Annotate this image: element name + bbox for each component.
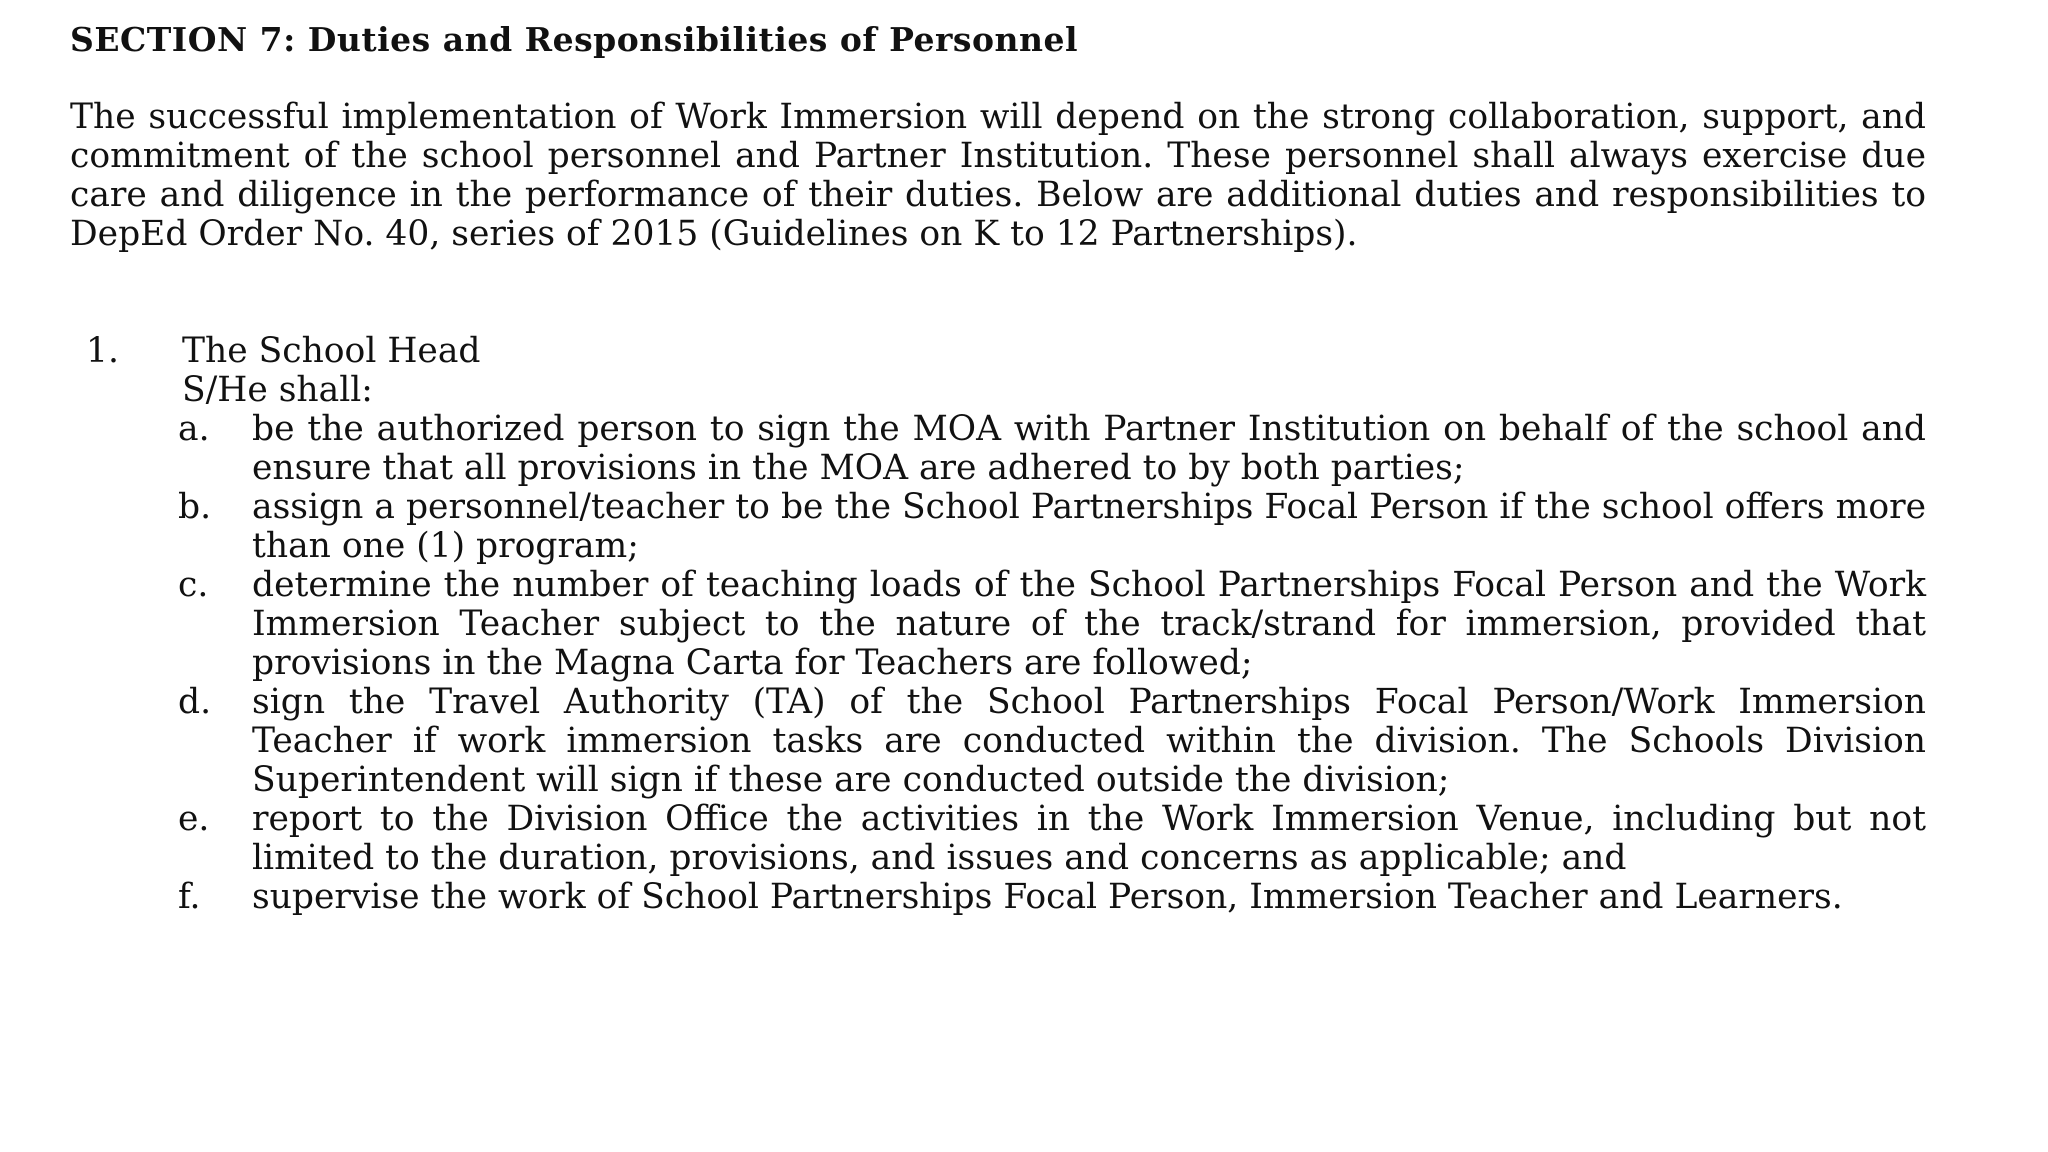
sub-item-letter: e.	[178, 799, 210, 839]
sub-item-text: sign the Travel Authority (TA) of the School Partnerships Focal Person/Work Immersion Teacher if work immersion tasks are conducted within the division. The Schools Division Superintendent will sign if these are conducted outside the division;	[252, 682, 1926, 800]
sub-item-e	[178, 800, 1926, 878]
sub-item-text: report to the Division Office the activities in the Work Immersion Venue, including but not limited to the duration, provisions, and issues and concerns as applicable; and	[252, 799, 1926, 878]
section-title: SECTION 7: Duties and Responsibilities of Personnel	[70, 20, 1078, 59]
sub-item-text: supervise the work of School Partnerships Focal Person, Immersion Teacher and Learners.	[252, 877, 1843, 917]
sub-item-text: determine the number of teaching loads of the School Partnerships Focal Person and the Work Immersion Teacher subject to the nature of the track/strand for immersion, provided that provisions in the Magna Carta for Teachers are followed;	[252, 565, 1926, 683]
sub-item-letter: f.	[178, 877, 201, 917]
sub-item-list	[178, 410, 1926, 917]
sub-item-a	[178, 410, 1926, 488]
sub-item-c	[178, 566, 1926, 683]
sub-item-letter: a.	[178, 409, 210, 449]
list-item-lead: S/He shall:	[182, 370, 373, 410]
sub-item-text: be the authorized person to sign the MOA with Partner Institution on behalf of the school and ensure that all provisions in the MOA are adhered to by both parties;	[252, 409, 1926, 488]
sub-item-letter: d.	[178, 682, 212, 722]
list-item-title: The School Head	[182, 331, 481, 371]
list-item-number: 1.	[86, 331, 119, 371]
sub-item-d	[178, 683, 1926, 800]
sub-item-b	[178, 488, 1926, 566]
sub-item-letter: c.	[178, 565, 209, 605]
sub-item-letter: b.	[178, 487, 212, 527]
sub-item-text: assign a personnel/teacher to be the School Partnerships Focal Person if the school offers more than one (1) program;	[252, 487, 1926, 566]
sub-item-f	[178, 878, 1926, 917]
intro-paragraph: The successful implementation of Work Immersion will depend on the strong collaboration, support, and commitment of the school personnel and Partner Institution. These personnel shall always exercise due care and diligence in the performance of their duties. Below are additional duties and responsibilities to DepEd Order No. 40, series of 2015 (Guidelines on K to 12 Partnerships).	[70, 97, 1926, 254]
